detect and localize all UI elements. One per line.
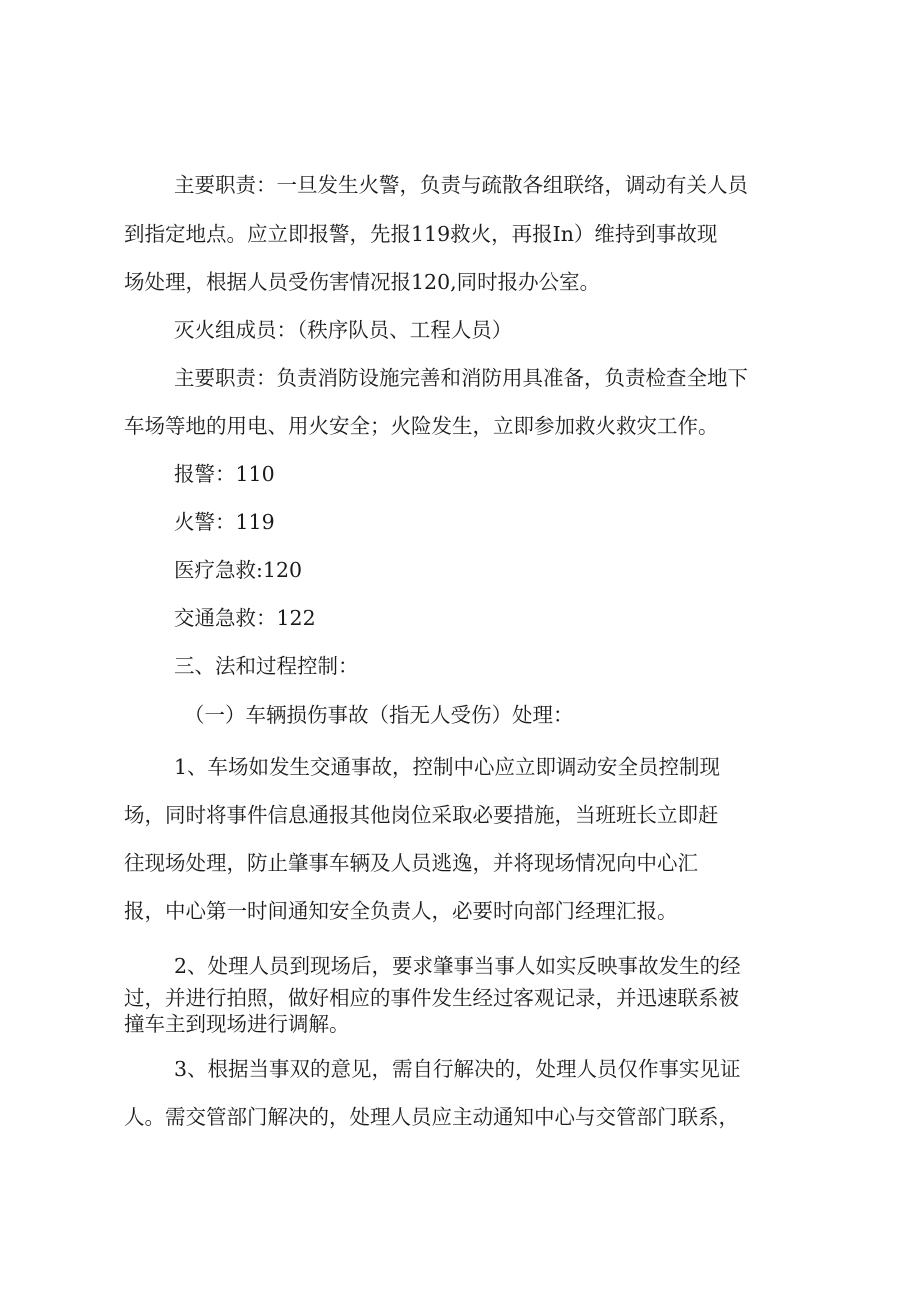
text-line: 主要职责：一旦发生火警，负责与疏散各组联络，调动有关人员 bbox=[174, 173, 748, 197]
text-line: 交通急救：122 bbox=[174, 606, 316, 630]
text-line: 报警：110 bbox=[174, 462, 275, 486]
text-line: 2、处理人员到现场后，要求肇事当事人如实反映事故发生的经 bbox=[174, 954, 741, 978]
section-heading: 三、法和过程控制： bbox=[174, 654, 359, 678]
text-line: 医疗急救:120 bbox=[174, 558, 303, 582]
text-line: 车场等地的用电、用火安全；火险发生，立即参加救火救灾工作。 bbox=[124, 414, 719, 438]
text-line: 人。需交管部门解决的，处理人员应主动通知中心与交管部门联系， bbox=[124, 1105, 739, 1129]
text-line: 灭火组成员：（秩序队员、工程人员） bbox=[174, 318, 513, 342]
text-line: 3、根据当事双的意见，需自行解决的，处理人员仅作事实见证 bbox=[174, 1057, 741, 1081]
text-line: 1、车场如发生交通事故，控制中心应立即调动安全员控制现 bbox=[174, 755, 721, 779]
text-line: 往现场处理，防止肇事车辆及人员逃逸，并将现场情况向中心汇 bbox=[124, 851, 698, 875]
subsection-heading: （一）车辆损伤事故（指无人受伤）处理： bbox=[184, 703, 574, 727]
text-line: 报，中心第一时间通知安全负责人，必要时向部门经理汇报。 bbox=[124, 899, 678, 923]
text-line: 场，同时将事件信息通报其他岗位采取必要措施，当班班长立即赶 bbox=[124, 803, 719, 827]
text-line: 撞车主到现场进行调解。 bbox=[124, 1012, 350, 1036]
text-line: 火警：119 bbox=[174, 510, 275, 534]
text-line: 到指定地点。应立即报警，先报119救火，再报In）维持到事故现 bbox=[124, 222, 718, 246]
text-line: 过，并进行拍照，做好相应的事件发生经过客观记录，并迅速联系被 bbox=[124, 986, 739, 1010]
text-line: 场处理，根据人员受伤害情况报120,同时报办公室。 bbox=[124, 270, 601, 294]
text-line: 主要职责：负责消防设施完善和消防用具准备，负责检查全地下 bbox=[174, 366, 748, 390]
